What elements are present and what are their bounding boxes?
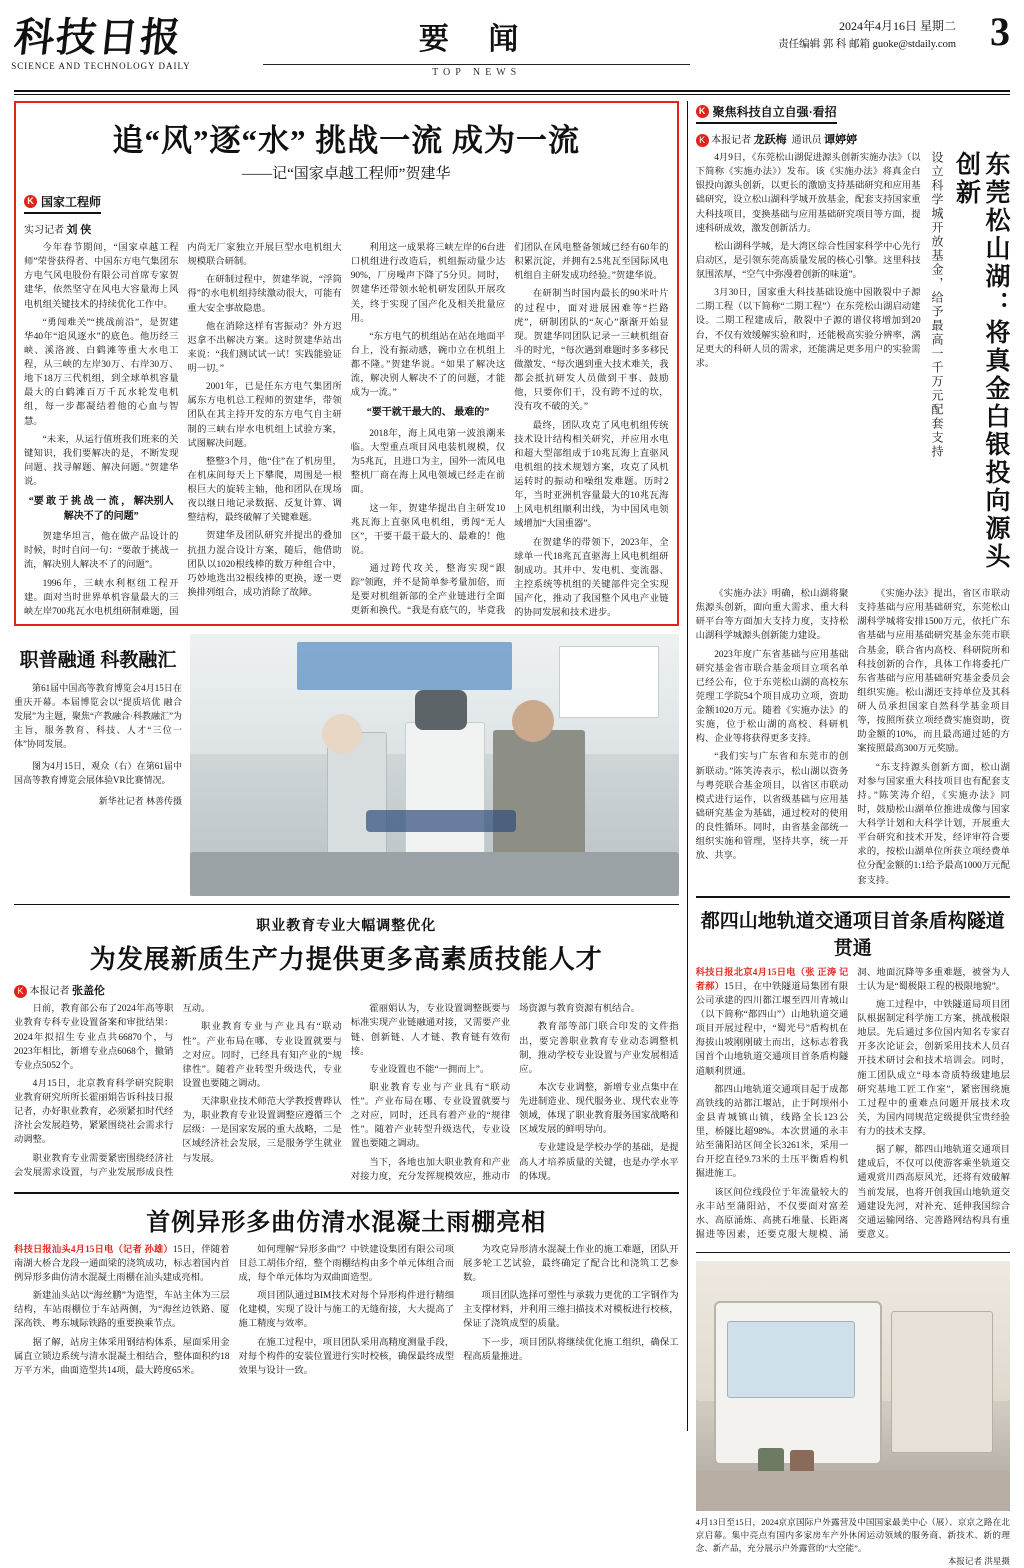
vr-headset-icon — [415, 690, 467, 730]
article-2-para: 当下，各地也加大职业教育和产业对接力度，充分发挥规模效应，推动市场资源与教育资源有机结合。 — [350, 1004, 641, 1182]
right-byline-name: 龙跃梅 — [753, 134, 787, 146]
photo-1-caption: 第61届中国高等教育博览会4月15日在重庆开幕。本届博览会以“提质培优 融合发展”为主题，聚焦“产教融合·科教融汇”为主旨，服务教育、科技、人才“三位一体”协同发展。 — [14, 682, 182, 749]
divider-3 — [696, 896, 1010, 898]
article-vocational-education — [14, 915, 679, 1184]
exhibit-stand — [891, 1311, 994, 1453]
floor-band — [696, 1471, 1010, 1511]
publication-date: 2024年4月16日 星期二 — [838, 19, 956, 33]
article-2-para: 4月15日，北京教育科学研究院职业教育研究所所长霍丽娟告诉科技日报记者，办好职业教育，必须紧扣时代经济社会发展趋势，紧紧围绕社会需求行动调整。 — [14, 1078, 174, 1146]
camper-window — [727, 1321, 855, 1398]
article-3-para: 如何理解“异形多曲”？中铁建设集团有限公司项目总工胡伟介绍，整个雨棚结构由多个单元体组合而成，每个单元体均为双曲面造型。 — [238, 1244, 455, 1283]
right-headline-block — [696, 151, 1010, 581]
photo-1-caption-2: 图为4月15日，观众（右）在第61届中国高等教育博览会展体验VR比赛情况。 — [14, 760, 182, 785]
right-column — [687, 101, 1010, 1566]
article-2-body — [14, 1002, 679, 1184]
floor-band — [190, 852, 679, 896]
right-headline: 东莞松山湖：将真金白银投向源头创新 — [952, 151, 1009, 571]
exhibit-device — [366, 810, 516, 832]
lead-para: 今年春节期间，“国家卓越工程师”荣誉获得者、中国东方电气集团东方电气风电股份有限公司首席专家贺建华，依然坚守在风电大容量海上风电机组关键技术的持续优化工作中。 — [24, 243, 179, 310]
k-logo-icon: K — [696, 105, 709, 118]
article-2-para: 霍丽娟认为，专业设置调整既要与标准实现产业链融通对接，又需要产业链、创新链、人才链、教育链有效衔接。 — [350, 1004, 511, 1057]
photo-1-headline: 职普融通 科教融汇 — [19, 650, 177, 672]
masthead-divider-2 — [14, 94, 1010, 95]
lead-story — [14, 101, 679, 626]
lead-subheadline: ——记“国家卓越工程师”贺建华 — [242, 166, 451, 182]
person-shape — [405, 722, 485, 864]
photo-1-credit: 新华社记者 林善传摄 — [98, 796, 182, 807]
right-byline-label: 本报记者 — [711, 135, 752, 146]
editor-email: guoke@stdaily.com — [872, 39, 956, 51]
left-column — [14, 101, 679, 1431]
right-kicker — [696, 103, 837, 124]
article-3-para: 在施工过程中，项目团队采用高精度测量手段，对每个构件的安装位置进行实时校核，确保最终成型效果与设计一致。 — [238, 1337, 455, 1376]
right-article-2-headline: 都四山地轨道交通项目首条盾构隧道贯通 — [700, 910, 1005, 959]
article-2-para: 职业教育专业需要紧密围绕经济社会发展需求设置，与产业发展形成良性互动。 — [14, 1004, 211, 1178]
article-3-para: 新建汕头站以“海丝鹏”为造型，车站主体为三层结构，车站雨棚位于车站两侧，为“海丝边铁路、厦深高铁、粤东城际铁路的重要换乘节点。 — [14, 1291, 230, 1330]
photo-2-caption-block — [696, 1516, 1010, 1568]
lead-pull-quote-2: “要干就干最大的、 最难的” — [366, 407, 490, 419]
newspaper-logo — [11, 10, 197, 71]
divider-2 — [14, 1192, 679, 1194]
right-para: 《实施办法》明确，松山湖将聚焦源头创新，面向重大需求、重大科研平台等方面加大支持力度，支持松山湖科学城源头创新能力建设。 — [695, 589, 849, 642]
article-2-para: 天津职业技术师范大学教授曹晔认为，职业教育专业设置调整应遵循三个层级：一是国家发展的重大战略，二是区域经济社会发展，三是服务学生就业与发展。 — [182, 1097, 342, 1164]
booth-banner — [297, 642, 512, 690]
page-number: 3 — [990, 9, 1010, 54]
lead-headline: 追“风”逐“水” 挑战一流 成为一流 — [112, 123, 581, 158]
right-kicker-label: 聚焦科技自立自强·看招 — [712, 105, 837, 119]
right-para: “东支持源头创新方面，松山湖对参与国家重大科技项目也有配套支持。”陈笑涛介绍，《实施办法》同时，鼓励松山湖单位推进成像与国家大科学计划和大科学计划，开展重大平台研究和技术开发，经评审符合要求的，按松山湖单位所获立项经费单位分配金额的1:1给予最高1000万元配套支持。 — [857, 762, 1010, 886]
lead-body — [24, 241, 669, 620]
article-2-para: 职业教育专业与产业具有“联动性”。产业布局在哪、专业设置就要与之对应。同时，已经具有知产业的“规律性”。随着产业转型升级迭代，专业设置也要随之调动。 — [182, 1022, 342, 1089]
lead-para: 他在消除这样有害振动？外方迟迟拿不出解决方案。这时贺建华站出来说：“我们测试试一试！实践能验证明一切。” — [187, 321, 342, 374]
lead-para: “勇闯难关”“挑战前沿”，是贺建华40年“追风逐水”的底色。他历经三峡、溪洛渡、白鹤滩等重大水电工程，从三峡的左岸30万、右岸30万、地下18万三代机组，到全球单机容量最大的白鹤滩百万千瓦水轮发电机组，每一步都凝结着他的心血与智慧。 — [24, 317, 179, 427]
article-3-para: 据了解，站房主体采用钢结构体系，屋面采用金属直立锁边系统与清水混凝土相结合，整体面积约18万平方米，曲面造型共14项，最大跨度65米。 — [14, 1337, 230, 1376]
right-article-2-dateline: 科技日报北京4月15日电（张 正涛 记者郝） — [695, 967, 849, 992]
lead-kicker — [24, 193, 101, 214]
section-title-en: TOP NEWS — [432, 67, 522, 78]
article-2-byline-label: 本报记者 — [29, 986, 70, 998]
logo-subtext: SCIENCE AND TECHNOLOGY DAILY — [11, 61, 191, 71]
article-concrete-canopy — [14, 1202, 679, 1378]
lead-para: 利用这一成果将三峡左岸的6台进口机组进行改造后，机组振动量少达90%，厂房噪声下降了5分贝。同时，贺建华还带领水轮机研发团队开展攻关，终于实现了国产化及相关批量应用。 — [350, 243, 506, 324]
lead-para: 贺建华及团队研究并提出的叠加抗扭力混合设计方案，随后，他借助团队以1020根线棒的数万种组合中，巧妙地选出32根线棒的更换，逐一更换排列组合，成功消除了故障。 — [187, 531, 342, 598]
article-2-eyebrow: 职业教育专业大幅调整优化 — [256, 919, 437, 935]
right-byline-name-2: 谭婷婷 — [824, 134, 858, 146]
article-3-para: 下一步，项目团队将继续优化施工组织，确保工程高质量推进。 — [463, 1337, 679, 1362]
article-3-para: 为攻克异形清水混凝土作业的施工难题，团队开展多轮工艺试验，最终确定了配合比和浇筑工艺参数。 — [463, 1244, 679, 1283]
article-3-para: 15日，伴随着南湖大桥合龙段一通面梁的浇筑成功，标志着国内首例异形多曲仿清水混凝土雨棚在汕头建成亮相。 — [14, 1244, 230, 1283]
k-logo-icon: K — [696, 134, 709, 147]
lead-para: 1996年，三峡水利枢纽工程开建。面对当时世界单机容量最大的三峡左岸700兆瓦水电机组研制难题，国内尚无厂家独立开展巨型水电机组大规模联合研制。 — [24, 243, 342, 617]
article-2-headline: 为发展新质生产力提供更多高素质技能人才 — [89, 945, 603, 975]
photo-2-credit: 本报记者 洪星摄 — [947, 1555, 1010, 1566]
right-para: 据了解，都四山地轨道交通项目建成后，不仅可以使游客乘坐轨道交通观赏川西高原风光，还将有效破解当前发展，也将开创我国山地轨道交通建设先河，对补充、延伸我国综合交通运输网络、完善路网结构具有重要意义。 — [857, 1145, 1010, 1240]
right-para: 施工过程中，中铁隧道局项目团队根据制定科学施工方案，挑战极限地层。先后通过多位国内知名专家召开多次论证会，创新采用技术人员召开技术研讨会和技术培训会。同时，施工团队成立“母本奇质特级建地层研究基地工匠工作室”，紧密围绕施工过程中的重难点问题开展技术攻关，为国内同规范定级提供宝贵经验有力的技术支撑。 — [857, 999, 1010, 1137]
k-logo-icon: K — [14, 985, 27, 998]
editor-line: 责任编辑 郭 科 邮箱 — [778, 39, 871, 51]
right-para: 3月30日，国家重大科技基础设施中国散裂中子源二期工程（以下简称“二期工程”）在东莞松山湖启动建设。二期工程建成后，散裂中子源的谱仪将增加到20台，不仅有效缓解实验和时，还能极高实验分辨率，满足更大的科研人员的需求，还能满足更多用户的实验需求。 — [695, 288, 921, 369]
lead-para: 2001年，已是任东方电气集团所属东方电机总工程师的贺建华，带领团队在其主持开发的东方电气自主研制的三峡右岸水电机组上试验方案，试图解决问题。 — [187, 382, 342, 449]
photo-2-caption: 4月13日至15日，2024京京国际户外露营及中国国家最美中心（展）、京京之路在北京启幕。集中亮点有国内多家房车产外休闲运动领域的服务商、新技术、新的理念、新产品，充分展示户外露营的“大空能”。 — [695, 1517, 1010, 1553]
article-3-body — [14, 1243, 679, 1378]
masthead — [11, 9, 1010, 88]
article-2-para: 职业教育专业与产业具有“联动性”。产业布局在哪、专业设置就要与之对应，同时，还具有着产业的“规律性”。随着产业转型升级迭代，专业设置也要随之调动。 — [350, 1082, 511, 1150]
k-logo-icon: K — [24, 195, 37, 208]
lead-byline-name: 刘 侠 — [66, 224, 92, 236]
right-subheadline: 设立科学城开放基金，给予最高一千万元配套支持 — [930, 151, 944, 459]
article-2-byline — [14, 982, 679, 998]
lead-para: “东方电气的机组站在站在地面平台上，没有振动感，碗巾立在机组上都不隆。”贺建华说。“如果了解决这流，解决别人解决不了的问题，才能成为一流。” — [350, 331, 506, 399]
lead-pull-quote: “要 敢 于 挑 战 一 流 ， 解决别人解决不了的问题” — [28, 496, 174, 522]
booth-panel — [559, 646, 659, 718]
right-para: 4月9日，《东莞松山湖促进源头创新实施办法》（以下简称《实施办法》）发布。该《实施办法》将真金白银投向源头创新，以更长的激励支持基础研究和应用基础研究，设立松山湖科学城开放基金，配套支持国家重大科技项目，变换基础与应用基础研究项目等方面，提速科研成效，激发创新活力。 — [695, 153, 921, 234]
masthead-divider — [14, 90, 1010, 92]
article-2-para: 专业建设是学校办学的基础，是提高人才培养质量的关键，也是办学水平的体现。 — [519, 1143, 679, 1182]
article-2-para: 教育部等部门联合印发的文件指出，要完善职业教育专业动态调整机制，推动学校专业设置与产业发展相适应。 — [519, 1022, 679, 1075]
divider-1 — [14, 904, 679, 905]
right-body-rest — [696, 587, 1010, 888]
masthead-meta — [760, 10, 1010, 54]
lead-para: 这一年，贺建华提出自主研发10兆瓦海上直驱风电机组，勇闯“无人区”，干要干最干最大的、最难的！他说。 — [350, 503, 506, 556]
lead-para: “未来，从运行值班我们班来的关键知识，我们要解决的是，不断发现问题、找寻解题、解决问题。”贺建华说。 — [24, 434, 179, 487]
right-para: 15日，在中铁隧道局集团有限公司承建的四川都江堰至四川青城山（以下简称“都四山”）山地轨道交通项目开展过程中，“蜀光号”盾构机在海拔山坡刚刚破土而出，这标志着我国首个山地轨道交通项目首条盾构隧道顺利贯通。 — [695, 981, 849, 1077]
lead-byline — [24, 221, 669, 237]
lead-para: 贺建华坦言，他在做产品设计的时候，时时自问一句：“要敢于挑战一流，解决别人解决不了的问题”。 — [24, 532, 179, 571]
photo-1-image — [190, 634, 679, 896]
lead-para: 在贺建华的带领下，2023年，全球单一代18兆瓦直驱海上风电机组研制成功。其并中、发电机、变流器、主控系统等机组的关键部件完全实现国产化，推动了我国整个风电产业链的协同发展和技术进步。 — [514, 537, 669, 619]
lead-para: 整整3个月，他“住”在了机房里，在机床间每天上下攀爬，周围是一根根巨大的旋转主轴，他和团队在现场夜以继日地记录数据、反复计算、调整结构，最终破解了关键难题。 — [187, 456, 342, 524]
article-2-byline-name: 张盖伦 — [72, 985, 105, 998]
right-para: 都四山地轨道交通项目起于成都高铁线的站都江堰站，止于阿坝州小金县青城镇山镇，线路全长123公里，桥隧比超98%。本次贯通的永丰站至蒲阳站区间全长3261米，采用一台开挖直径9.73米的土压平衡盾构机掘进施工。 — [695, 1084, 849, 1180]
logo-text: 科技日报 — [11, 15, 185, 60]
photo-2-image — [696, 1261, 1010, 1511]
article-3-para: 项目团队通过BIM技术对每个异形构件进行精细化建模，实现了设计与施工的无缝衔接，大大提高了施工精度与效率。 — [238, 1291, 455, 1330]
right-para: “我们实与广东省和东莞市的创新联动。”陈笑涛表示，松山湖以资务与粤莞联合基金项目，以省区市联动模式进行运作，以省级基础与应用基础研究基金为基础，通过校对的使用的良性循环。同时，由省基金部统一组织实施和管理，坚持共享，统一开放、共享。 — [695, 752, 849, 862]
article-2-para: 日前，教育部公布了2024年高等职业教育专科专业设置备案和审批结果：2024年拟招生专业点共66870个，与2023年相比，新增专业点6068个，撤销专业点5052个。 — [14, 1004, 174, 1071]
right-byline-label-2: 通讯员 — [791, 135, 822, 146]
right-para: 2023年度广东省基础与应用基础研究基金省市联合基金项目立项名单已经公布，位于东莞松山湖的高校东莞理工学院54个项目成功立项，资助金额1020万元。随着《实施办法》的实施，位于松山湖的高校、科研机构、企业等将获得更多支持。 — [695, 649, 849, 745]
right-para: 该区间位线段位于年流量较大的永丰站至蒲阳站，不仅要面对富差水、高原涌炼、高挑石堆量、长距离掘进等因素，还要克服大规模、涌洞、地面沉降等多重难题，被誉为人士认为是“蜀极限工程的极限地貌”。 — [695, 967, 1010, 1240]
photo-1-caption-block — [14, 634, 182, 896]
section-title-cn: 要 闻 — [418, 23, 535, 56]
article-3-para: 项目团队选择可塑性与承载力更优的工字钢作为主支撑材料，并利用三维扫描技术对模板进行校核，保证了浇筑成型的质量。 — [463, 1291, 679, 1330]
divider-4 — [696, 1252, 1010, 1253]
right-body-top — [696, 151, 921, 371]
article-2-para: 本次专业调整，新增专业点集中在先进制造业、现代服务业、现代农业等领域，体现了职业教育服务国家战略和区域发展的鲜明导向。 — [519, 1082, 679, 1136]
photo-block-1 — [14, 634, 679, 896]
lead-para: 在研制过程中，贺建华说，“浮筒得”的水电机组持续激动很大，可能有重大安全事故隐患。 — [187, 275, 342, 314]
lead-para: 2018年，海上风电第一波浪潮来临。大型重点项目风电装机规模，仅为5兆瓦，且进口为主，国外一流风电整机厂商在海上风电领域已经走在前面。 — [350, 428, 506, 496]
lead-kicker-label: 国家工程师 — [41, 195, 102, 209]
lead-para: 在研制当时国内最长的90米叶片的过程中，面对进展困难等“拦路虎”，研制团队的“灰心”渐渐开始显现。贺建华同团队记录一三峡机组奋斗的时光，“每次遇到难题时多多移民做激发、“每次遇到重大技术难关，我都会抵抗研发人员做到干事、鼓励他，只要你们干，没有跨不过的坎，没有攻不破的关。” — [514, 289, 669, 413]
section-title — [193, 10, 760, 78]
section-rule — [263, 64, 690, 65]
lead-byline-label: 实习记者 — [24, 225, 64, 236]
person-head — [322, 714, 362, 754]
right-para: 《实施办法》提出，省区市联动支持基础与应用基础研究，东莞松山湖科学城将安排1500万元，依托广东省基础与应用基础研究基金东莞市联合基金，联合省内高校、科研院所和科技创新的合作，具体工作将委托广东省基础与应用基础研究基金委员会组织实施。松山湖还支持单位及其科研人员承担国家自然科学基金项目等，按照所获立项经费实施资助，资助金额的10%，而且最高通过延的方案按照最高300万元奖励。 — [857, 589, 1010, 755]
right-article-2-body — [696, 966, 1010, 1244]
article-2-para: 专业设置也不能“一拥而上”。 — [369, 1064, 490, 1075]
article-3-dateline: 科技日报汕头4月15日电（记者 孙雄） — [14, 1244, 173, 1255]
right-para: 松山湖科学城，是大湾区综合性国家科学中心先行启动区，是引领东莞高质量发展的核心引擎。这里科技氛围浓厚，“空气中弥漫着创新的味道”。 — [695, 241, 921, 280]
article-3-headline: 首例异形多曲仿清水混凝土雨棚亮相 — [146, 1209, 547, 1236]
right-byline — [696, 131, 1010, 147]
lead-para: 通过跨代攻关，整海实现“跟踪”领跑，并不是简单参考量加倍，而是要对机组新部的全产业链进行全面更新和换代。“我是有底气的，毕竟我们团队在风电整备领域已经有60年的积累沉淀，并拥有2.5兆瓦至国际风电机组自主研发成功经验。”贺建华说。 — [350, 243, 669, 617]
lead-para: 最终，团队攻克了风电机组传统技术设计结构相关研究，并应用水电和超大型部组成于10兆瓦海上直驱风电机组的技术规划方案，攻克了风机运转时的振动和噪组发难题。历时2年，当时亚洲机容量最大的10兆瓦海上风电机组顺利出线，为中国风电领域增加“大国重器”。 — [514, 420, 669, 530]
